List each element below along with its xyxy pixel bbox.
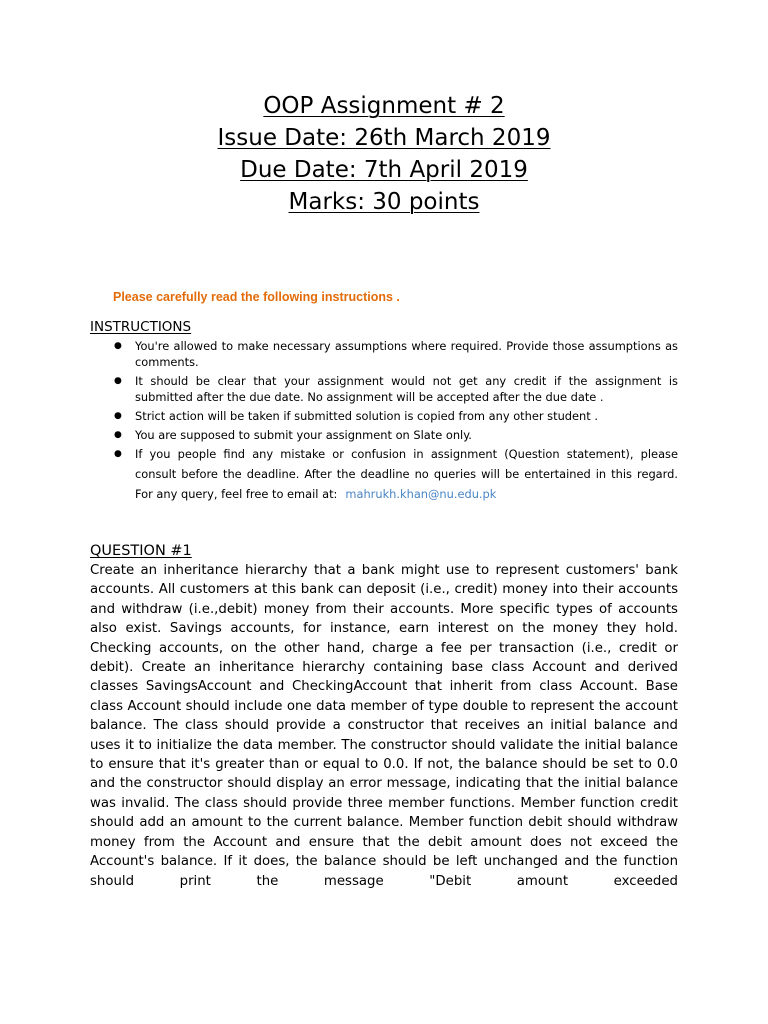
email-link[interactable]: mahrukh.khan@nu.edu.pk: [345, 487, 497, 501]
bullet-icon: ●: [114, 376, 122, 386]
instructions-list: [108, 338, 678, 507]
marks: Marks: 30 points: [288, 189, 480, 215]
instruction-text: Strict action will be taken if submitted solution is copied from any other student .: [135, 409, 598, 423]
instruction-text: You are supposed to submit your assignment on Slate only.: [135, 428, 472, 442]
list-item: [108, 427, 678, 443]
assignment-title: OOP Assignment # 2: [263, 93, 505, 119]
bullet-icon: ●: [114, 449, 122, 459]
list-item: [108, 408, 678, 424]
due-date: Due Date: 7th April 2019: [240, 157, 528, 183]
title-block: [0, 90, 768, 218]
question-body: Create an inheritance hierarchy that a bank might use to represent customers' bank accounts. All customers at this bank can deposit (i.e., credit) money into their accounts and withdraw (i.e.,debit) money from their accounts. More specific types of accounts also exist. Savings accounts, for instance, earn interest on the money they hold. Checking accounts, on the other hand, charge a fee per transaction (i.e., credit or debit). Create an inheritance hierarchy containing base class Account and derived classes SavingsAccount and CheckingAccount that inherit from class Account. Base class Account should include one data member of type double to represent the account balance. The class should provide a constructor that receives an initial balance and uses it to initialize the data member. The constructor should validate the initial balance to ensure that it's greater than or equal to 0.0. If not, the balance should be set to 0.0 and the constructor should display an error message, indicating that the initial balance was invalid. The class should provide three member functions. Member function credit should add an amount to the current balance. Member function debit should withdraw money from the Account and ensure that the debit amount does not exceed the Account's balance. If it does, the balance should be left unchanged and the function should print the message "Debit amount exceeded: [90, 563, 678, 889]
instruction-text: It should be clear that your assignment would not get any credit if the assignment is submitted after the due date. No assignment will be accepted after the due date .: [135, 374, 678, 404]
list-item: [108, 444, 678, 504]
list-item: [108, 338, 678, 370]
issue-date: Issue Date: 26th March 2019: [217, 125, 551, 151]
bullet-icon: ●: [114, 430, 122, 440]
list-item: [108, 373, 678, 405]
bullet-icon: ●: [114, 411, 122, 421]
instruction-text: If you people find any mistake or confusion in assignment (Question statement), please consult before the deadline. After the deadline no queries will be entertained in this regard. For any query, feel free to email at:: [135, 447, 678, 501]
instructions-heading: INSTRUCTIONS: [90, 319, 192, 335]
question-heading: QUESTION #1: [90, 543, 192, 559]
bullet-icon: ●: [114, 341, 122, 351]
instructions-notice: Please carefully read the following instructions .: [113, 290, 400, 304]
instruction-text: You're allowed to make necessary assumptions where required. Provide those assumptions as comments.: [135, 339, 678, 369]
